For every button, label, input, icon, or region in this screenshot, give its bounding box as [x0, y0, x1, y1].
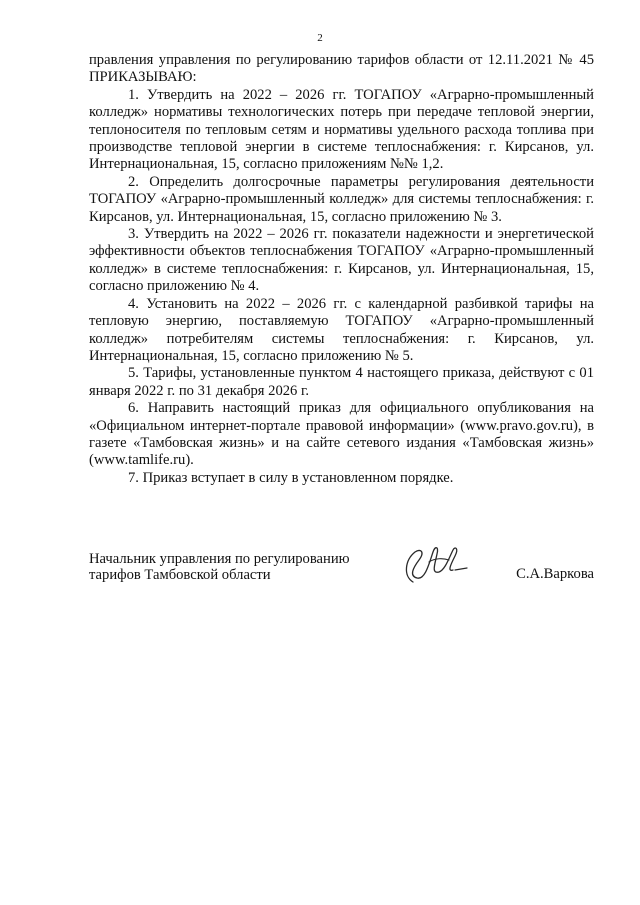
paragraph-item-3: 3. Утвердить на 2022 – 2026 гг. показатели надежности и энергетической эффективности объектов теплоснабжения ТОГАПОУ «Аграрно-промышленный колледж» в системе теплоснабжения: г. Кирсанов, ул. Интернациональная, 15, согласно приложению № 4.	[89, 226, 594, 295]
paragraph-item-6: 6. Направить настоящий приказ для официального опубликования на «Официальном интернет-портале правовой информации» (www.pravo.gov.ru), в газете «Тамбовская жизнь» и на сайте сетевого издания «Тамбовская жизнь» (www.tamlife.ru).	[89, 400, 594, 469]
paragraph-item-5: 5. Тарифы, установленные пунктом 4 настоящего приказа, действуют с 01 января 2022 г. по 31 декабря 2026 г.	[89, 365, 594, 399]
document-body	[89, 52, 594, 487]
paragraph-item-2: 2. Определить долгосрочные параметры регулирования деятельности ТОГАПОУ «Аграрно-промышленный колледж» для системы теплоснабжения: г. Кирсанов, ул. Интернациональная, 15, согласно приложению № 3.	[89, 173, 594, 225]
signatory-position-line-2: тарифов Тамбовской области	[89, 566, 271, 583]
signature-block	[89, 552, 594, 600]
paragraph-item-1: 1. Утвердить на 2022 – 2026 гг. ТОГАПОУ «Аграрно-промышленный колледж» нормативы технологических потерь при передаче тепловой энергии, теплоносителя по тепловым сетям и нормативы удельного расхода топлива при производстве тепловой энергии в системе теплоснабжения: г. Кирсанов, ул. Интернациональная, 15, согласно приложениям №№ 1,2.	[89, 86, 594, 173]
signatory-position-line-1: Начальник управления по регулированию	[89, 551, 350, 567]
paragraph-continuation: правления управления по регулированию тарифов области от 12.11.2021 № 45 ПРИКАЗЫВАЮ:	[89, 52, 594, 86]
signatory-position	[89, 552, 389, 583]
paragraph-item-4: 4. Установить на 2022 – 2026 гг. с календарной разбивкой тарифы на тепловую энергию, поставляемую ТОГАПОУ «Аграрно-промышленный колледж» потребителям системы теплоснабжения: г. Кирсанов, ул. Интернациональная, 15, согласно приложению № 5.	[89, 295, 594, 364]
page-number: 2	[317, 32, 323, 44]
paragraph-item-7: 7. Приказ вступает в силу в установленном порядке.	[128, 469, 454, 486]
handwritten-signature-icon	[399, 542, 469, 588]
signatory-name: С.А.Варкова	[516, 566, 594, 582]
